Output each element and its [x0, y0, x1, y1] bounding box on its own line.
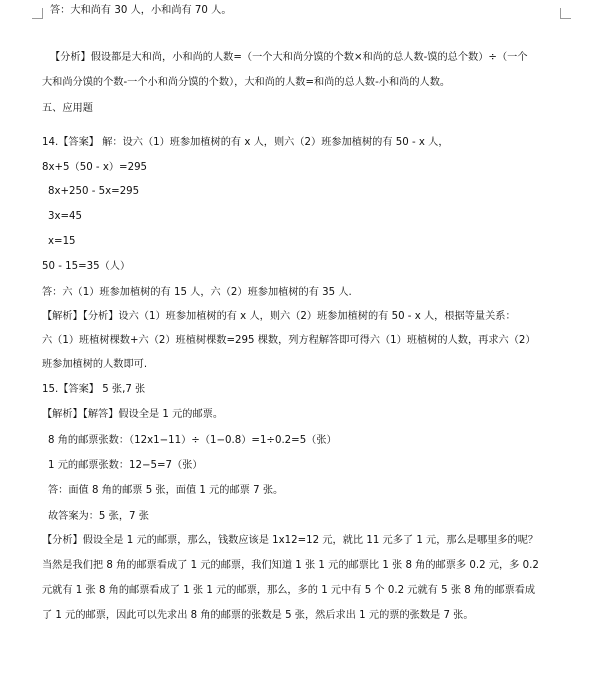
text-line: 【解析】【解答】假设全是 1 元的邮票。 [42, 409, 224, 420]
equation-line: 8x+250 - 5x=295 [48, 186, 140, 197]
section-heading: 五、应用题 [42, 103, 93, 114]
text-line: 【解析】【分析】设六（1）班参加植树的有 x 人，则六（2）班参加植树的有 50 - x 人，根据等量关系： [42, 311, 516, 322]
text-line: 当然是我们把 8 角的邮票看成了 1 元的邮票，我们知道 1 张 1 元的邮票比 1 张 8 角的邮票多 0.2 元，多 0.2 [42, 560, 539, 571]
page-corner-mark-left [32, 8, 43, 19]
text-line: 六（1）班植树棵数+六（2）班植树棵数=295 棵数，列方程解答即可得六（1）班植树的人数，再求六（2） [42, 335, 536, 346]
equation-line: x=15 [48, 236, 76, 247]
text-line: 14.【答案】 解：设六（1）班参加植树的有 x 人，则六（2）班参加植树的有 50 - x 人， [42, 137, 449, 148]
text-line: 了 1 元的邮票，因此可以先求出 8 角的邮票的张数是 5 张，然后求出 1 元的票的张数是 7 张。 [42, 610, 474, 621]
text-line: 【分析】假设都是大和尚，小和尚的人数=（一个大和尚分馍的个数×和尚的总人数-馍的总个数）÷（一个 [50, 52, 528, 63]
text-line: 班参加植树的人数即可. [42, 359, 148, 370]
text-line: 15.【答案】 5 张,7 张 [42, 384, 146, 395]
text-line: 8 角的邮票张数：（12x1−11）÷（1−0.8）=1÷0.2=5（张） [48, 435, 337, 446]
equation-line: 3x=45 [48, 211, 83, 222]
text-line: 答：面值 8 角的邮票 5 张，面值 1 元的邮票 7 张。 [48, 485, 284, 496]
text-line: 答：六（1）班参加植树的有 15 人，六（2）班参加植树的有 35 人. [42, 287, 352, 298]
text-line: 大和尚分馍的个数-一个小和尚分馍的个数），大和尚的人数=和尚的总人数-小和尚的人数。 [42, 77, 451, 88]
text-line: 元就有 1 张 8 角的邮票看成了 1 张 1 元的邮票，那么，多的 1 元中有 5 个 0.2 元就有 5 张 8 角的邮票看成 [42, 585, 536, 596]
text-line: 【分析】假设全是 1 元的邮票，那么，钱数应该是 1x12=12 元，就比 11 元多了 1 元，那么是哪里多的呢？ [42, 535, 539, 546]
equation-line: 50 - 15=35（人） [42, 261, 131, 272]
text-line: 1 元的邮票张数：12−5=7（张） [48, 460, 203, 471]
text-line: 故答案为：5 张，7 张 [48, 511, 149, 522]
equation-line: 8x+5（50 - x）=295 [42, 162, 148, 173]
text-line: 答：大和尚有 30 人，小和尚有 70 人。 [50, 5, 232, 16]
